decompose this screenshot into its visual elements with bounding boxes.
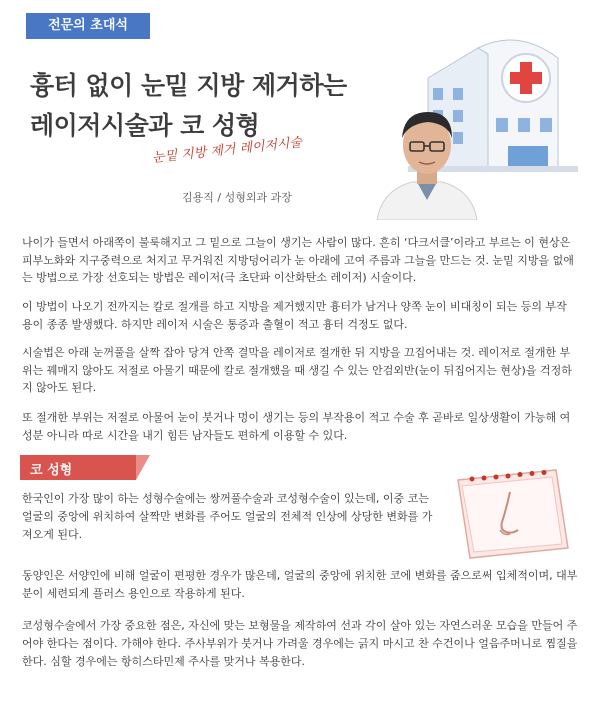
intro-paragraph: 나이가 들면서 아래쪽이 불룩해지고 그 밑으로 그늘이 생기는 사람이 많다. 흔히 ‘다크서클’이라고 부르는 이 현상은 피부노화와 지구중력으로 처지고 무거워진 지방덩어리가 눈 아래에 고여 주름과 그늘을 만드는 것. 눈밑 지방을 없애는 방법으로 가장 선호되는 방법은 레이저(극 초단파 이산화탄소 레이저) 시술이다.: [22, 236, 574, 284]
section-header-tail: [136, 455, 150, 480]
section-paragraph: 한국인이 가장 많이 하는 성형수술에는 쌍꺼풀수술과 코성형수술이 있는데, 이중 코는 얼굴의 중앙에 위치하여 살짝만 변화를 주어도 얼굴의 전체적 인상에 상당한 변화를 가져오게 된다.: [22, 492, 433, 541]
doctor-photo: [372, 100, 482, 220]
calendar-nose-icon: [448, 460, 578, 560]
section-paragraph: 코성형수술에서 가장 중요한 점은, 자신에 맞는 보형물을 제작하여 선과 각이 살아 있는 자연스러운 모습을 만들어 주어야 한다는 점이다. 가해야 한다. 주사부위가 붓거나 가려울 경우에는 긁지 마시고 찬 수건이나 얼음주머니로 찜질을 한다. 심할 경우에는 항히스타민제 주사를 맞거나 복용한다.: [22, 619, 578, 668]
intro-paragraph: 시술법은 아래 눈꺼풀을 살짝 잡아 당겨 안쪽 결막을 레이저로 절개한 뒤 지방을 끄집어내는 것. 레이저로 절개한 부위는 꿰매지 않아도 저절로 아물기 때문에 칼로 절개했을 때 생길 수 있는 안검외반(눈이 뒤집어지는 현상)을 걱정하지 않아도 된다.: [22, 346, 572, 394]
article-subtitle: 눈밑 지방 제거 레이저시술: [151, 135, 303, 166]
category-badge: 전문의 초대석: [26, 13, 150, 39]
intro-paragraph: 이 방법이 나오기 전까지는 칼로 절개를 하고 지방을 제거했지만 흉터가 남거나 양쪽 눈이 비대칭이 되는 등의 부작용이 종종 발생했다. 하지만 레이저 시술은 통증과 출혈이 적고 흉터 걱정도 없다.: [22, 300, 567, 331]
intro-paragraph: 또 절개한 부위는 저절로 아물어 눈이 붓거나 멍이 생기는 등의 부작용이 적고 수술 후 곧바로 일상생활이 가능해 여성분 아니라 따로 시간을 내기 힘든 남자들도 편하게 이용할 수 있다.: [22, 411, 571, 442]
article-title-line1: 흉터 없이 눈밑 지방 제거하는: [30, 71, 347, 100]
author-byline: 김용직 / 성형외과 과장: [182, 191, 292, 204]
article-title-line2: 레이저시술과 코 성형: [30, 111, 260, 140]
section-title: 코 성형: [30, 463, 73, 478]
section-paragraph: 동양인은 서양인에 비해 얼굴이 편평한 경우가 많은데, 얼굴의 중앙에 위치한 코에 변화를 줌으로써 입체적이며, 대부분이 세련되게 플러스 용인으로 작용하게 된다.: [22, 569, 578, 600]
